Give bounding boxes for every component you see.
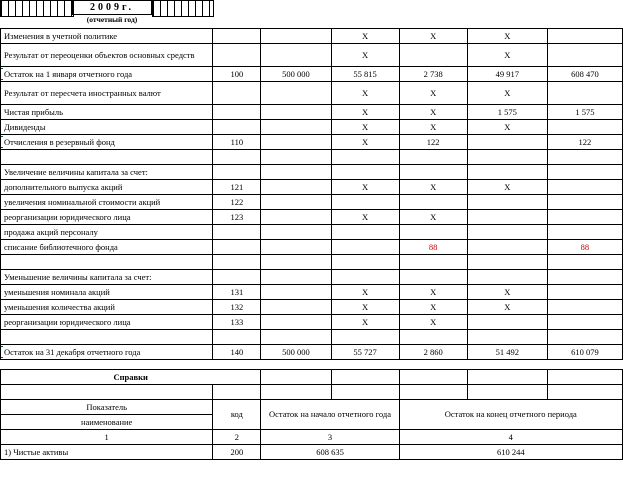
- hatch-left: [0, 0, 74, 17]
- table-row: [1, 29, 623, 44]
- row-value-3: [399, 225, 467, 240]
- row-value-5: [547, 315, 622, 330]
- table-row: [1, 82, 623, 105]
- row-code: 132: [213, 300, 261, 315]
- row-label: [1, 150, 213, 165]
- spacer-cell: [467, 370, 547, 385]
- row-value-3: X: [399, 315, 467, 330]
- spravki-spacer-row: [1, 385, 623, 400]
- spravki-row: [1, 445, 623, 460]
- table-row: [1, 165, 623, 180]
- spacer-cell: [261, 385, 331, 400]
- table-row: [1, 44, 623, 67]
- spacer-cell: [547, 385, 622, 400]
- spravki-title-row: [1, 370, 623, 385]
- row-value-1: [261, 300, 331, 315]
- row-value-4: 1 575: [467, 105, 547, 120]
- capital-movement-table: [0, 28, 623, 360]
- row-value-1: [261, 180, 331, 195]
- row-value-2: 55 727: [331, 345, 399, 360]
- row-label: продажа акций персоналу: [1, 225, 213, 240]
- row-label: списание библиотечного фонда: [1, 240, 213, 255]
- row-value-2: X: [331, 180, 399, 195]
- row-label: Увеличение величины капитала за счет:: [1, 165, 213, 180]
- row-code: [213, 105, 261, 120]
- spacer-cell: [261, 370, 331, 385]
- spravki-head-end: Остаток на конец отчетного периода: [399, 400, 622, 430]
- row-value-4: 49 917: [467, 67, 547, 82]
- spravki-title: Справки: [1, 370, 261, 385]
- row-value-5: [547, 165, 622, 180]
- row-label: увеличения номинальной стоимости акций: [1, 195, 213, 210]
- row-label: Остаток на 31 декабря отчетного года: [1, 345, 213, 360]
- row-value-5: [547, 150, 622, 165]
- spacer-cell: [399, 370, 467, 385]
- table-row: [1, 270, 623, 285]
- row-value-4: [467, 165, 547, 180]
- row-label: реорганизации юридического лица: [1, 210, 213, 225]
- row-value-1: [261, 29, 331, 44]
- row-value-5: [547, 29, 622, 44]
- row-code: [213, 255, 261, 270]
- hatch-right: [152, 0, 214, 17]
- row-value-3: [399, 330, 467, 345]
- spacer-cell: [547, 370, 622, 385]
- row-code: 123: [213, 210, 261, 225]
- table-row: [1, 105, 623, 120]
- row-value-5: 610 079: [547, 345, 622, 360]
- row-value-4: [467, 330, 547, 345]
- row-value-1: [261, 44, 331, 67]
- row-code: 133: [213, 315, 261, 330]
- row-label: дополнительного выпуска акций: [1, 180, 213, 195]
- row-label: уменьшения количества акций: [1, 300, 213, 315]
- spacer-cell: [467, 385, 547, 400]
- row-value-4: X: [467, 29, 547, 44]
- row-value-1: [261, 255, 331, 270]
- row-code: [213, 150, 261, 165]
- year-suffix: г.: [122, 2, 134, 13]
- spravki-head-begin: Остаток на начало отчетного года: [261, 400, 399, 430]
- row-value-1: [261, 150, 331, 165]
- row-value-2: [331, 150, 399, 165]
- row-label: уменьшения номинала акций: [1, 285, 213, 300]
- row-code: 140: [213, 345, 261, 360]
- row-value-3: [399, 44, 467, 67]
- row-code: [213, 82, 261, 105]
- row-value-3: [399, 195, 467, 210]
- row-value-3: X: [399, 300, 467, 315]
- row-value-5: [547, 210, 622, 225]
- row-value-5: [547, 300, 622, 315]
- row-value-1: [261, 330, 331, 345]
- table-row: [1, 300, 623, 315]
- row-value-2: X: [331, 120, 399, 135]
- row-code: [213, 270, 261, 285]
- row-value-5: [547, 330, 622, 345]
- row-value-4: [467, 270, 547, 285]
- row-value-5: [547, 285, 622, 300]
- row-value-4: X: [467, 82, 547, 105]
- row-value-1: [261, 210, 331, 225]
- spacer-cell: [399, 385, 467, 400]
- row-code: [213, 240, 261, 255]
- row-value-5: [547, 120, 622, 135]
- row-value-3: [399, 270, 467, 285]
- row-value-2: X: [331, 285, 399, 300]
- row-value-1: [261, 315, 331, 330]
- table-row: [1, 180, 623, 195]
- row-value-2: [331, 165, 399, 180]
- row-code: 100: [213, 67, 261, 82]
- spravki-head-name: наименование: [1, 415, 213, 430]
- table-row: [1, 255, 623, 270]
- row-value-3: [399, 165, 467, 180]
- row-value-2: X: [331, 29, 399, 44]
- row-code: 122: [213, 195, 261, 210]
- row-value-5: 122: [547, 135, 622, 150]
- table-row: [1, 345, 623, 360]
- report-year-caption: (отчетный год): [86, 15, 138, 24]
- row-value-2: X: [331, 105, 399, 120]
- row-code: [213, 44, 261, 67]
- row-value-1: [261, 195, 331, 210]
- row-value-2: [331, 240, 399, 255]
- row-value-1: [261, 165, 331, 180]
- row-value-1: [261, 120, 331, 135]
- row-value-2: [331, 330, 399, 345]
- row-value-4: [467, 195, 547, 210]
- table-row: [1, 150, 623, 165]
- row-label: Результат от переоценки объектов основных средств: [1, 44, 213, 67]
- spacer-cell: [213, 385, 261, 400]
- row-value-2: X: [331, 44, 399, 67]
- row-code: 121: [213, 180, 261, 195]
- row-value-5: [547, 82, 622, 105]
- spravki-head-code: код: [213, 400, 261, 430]
- row-value-4: X: [467, 300, 547, 315]
- row-label: Остаток на 1 января отчетного года: [1, 67, 213, 82]
- row-value-2: X: [331, 300, 399, 315]
- row-value-1: [261, 270, 331, 285]
- spravki-num-end: 4: [399, 430, 622, 445]
- row-value-5: 608 470: [547, 67, 622, 82]
- report-year-box: [72, 0, 152, 15]
- row-value-2: X: [331, 82, 399, 105]
- spravki-num-code: 2: [213, 430, 261, 445]
- spravki-num-begin: 3: [261, 430, 399, 445]
- row-label: Отчисления в резервный фонд: [1, 135, 213, 150]
- row-value-4: X: [467, 180, 547, 195]
- row-value-4: X: [467, 120, 547, 135]
- row-value-1: [261, 105, 331, 120]
- table-row: [1, 285, 623, 300]
- row-value-3: X: [399, 285, 467, 300]
- row-value-3: 2 738: [399, 67, 467, 82]
- row-label: Дивиденды: [1, 120, 213, 135]
- table-row: [1, 240, 623, 255]
- row-value-3: [399, 255, 467, 270]
- row-value-5: [547, 180, 622, 195]
- spravki-table: [0, 369, 623, 460]
- row-value-3: 2 860: [399, 345, 467, 360]
- row-value-4: [467, 210, 547, 225]
- spravki-header-row-1: [1, 400, 623, 415]
- row-code: 131: [213, 285, 261, 300]
- row-label: Результат от пересчета иностранных валют: [1, 82, 213, 105]
- row-value-1: [261, 225, 331, 240]
- row-value-3: 122: [399, 135, 467, 150]
- row-label: [1, 330, 213, 345]
- row-value-3: X: [399, 29, 467, 44]
- row-label: Изменения в учетной политике: [1, 29, 213, 44]
- row-value-5: [547, 270, 622, 285]
- table-row: [1, 67, 623, 82]
- spacer-cell: [331, 385, 399, 400]
- row-code: [213, 330, 261, 345]
- row-value-5: [547, 225, 622, 240]
- row-label: реорганизации юридического лица: [1, 315, 213, 330]
- table-row: [1, 225, 623, 240]
- row-label: Уменьшение величины капитала за счет:: [1, 270, 213, 285]
- row-value-1: 500 000: [261, 345, 331, 360]
- row-code: [213, 225, 261, 240]
- row-value-3: X: [399, 120, 467, 135]
- row-code: [213, 165, 261, 180]
- table-row: [1, 135, 623, 150]
- row-value-4: X: [467, 285, 547, 300]
- row-value-1: [261, 285, 331, 300]
- spacer-cell: [331, 370, 399, 385]
- row-value-2: [331, 270, 399, 285]
- row-value-5: [547, 195, 622, 210]
- row-value-5: [547, 255, 622, 270]
- row-value-1: [261, 135, 331, 150]
- row-value-5: [547, 44, 622, 67]
- row-value-3: X: [399, 82, 467, 105]
- row-code: [213, 29, 261, 44]
- row-value-4: [467, 315, 547, 330]
- table-row: [1, 330, 623, 345]
- year-prefix: 200: [90, 2, 115, 13]
- spravki-row-end: 610 244: [399, 445, 622, 460]
- row-code: 110: [213, 135, 261, 150]
- row-value-4: 51 492: [467, 345, 547, 360]
- report-year-header: [0, 0, 623, 28]
- row-value-4: [467, 225, 547, 240]
- row-value-3: X: [399, 210, 467, 225]
- row-value-2: [331, 225, 399, 240]
- row-value-5: 88: [547, 240, 622, 255]
- row-value-1: [261, 240, 331, 255]
- section-gap: [0, 360, 623, 369]
- table-row: [1, 195, 623, 210]
- row-value-2: X: [331, 210, 399, 225]
- row-value-1: 500 000: [261, 67, 331, 82]
- spravki-row-code: 200: [213, 445, 261, 460]
- table-row: [1, 120, 623, 135]
- row-value-3: 88: [399, 240, 467, 255]
- spravki-num-name: 1: [1, 430, 213, 445]
- year-digit: 9: [114, 2, 123, 13]
- row-label: Чистая прибыль: [1, 105, 213, 120]
- row-value-3: X: [399, 105, 467, 120]
- row-value-2: [331, 255, 399, 270]
- row-label: [1, 255, 213, 270]
- spravki-row-begin: 608 635: [261, 445, 399, 460]
- spravki-head-indicator: Показатель: [1, 400, 213, 415]
- table-row: [1, 315, 623, 330]
- row-value-5: 1 575: [547, 105, 622, 120]
- row-value-2: [331, 195, 399, 210]
- row-value-1: [261, 82, 331, 105]
- row-value-3: [399, 150, 467, 165]
- table-row: [1, 210, 623, 225]
- row-value-4: [467, 255, 547, 270]
- spravki-row-name: 1) Чистые активы: [1, 445, 213, 460]
- row-code: [213, 120, 261, 135]
- spacer-cell: [1, 385, 213, 400]
- spravki-number-row: [1, 430, 623, 445]
- row-value-2: 55 815: [331, 67, 399, 82]
- row-value-4: [467, 135, 547, 150]
- capital-movement-body: [1, 29, 623, 360]
- row-value-4: [467, 240, 547, 255]
- row-value-2: X: [331, 315, 399, 330]
- row-value-4: X: [467, 44, 547, 67]
- row-value-4: [467, 150, 547, 165]
- row-value-2: X: [331, 135, 399, 150]
- row-value-3: X: [399, 180, 467, 195]
